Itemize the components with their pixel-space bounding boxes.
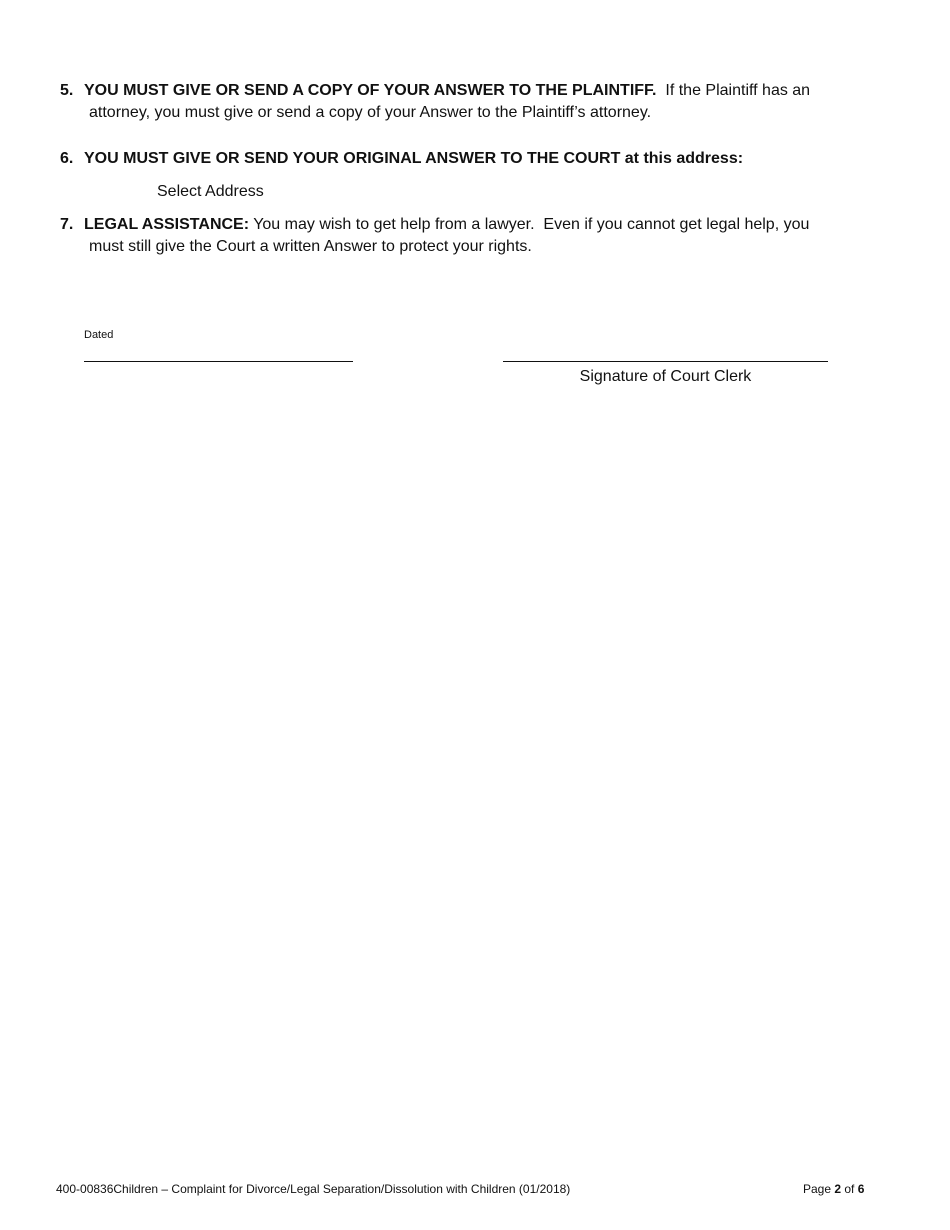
instruction-item-6 [60, 148, 850, 170]
item-number: 7. [60, 216, 74, 233]
footer-form-title: 400-00836Children – Complaint for Divorce/Legal Separation/Dissolution with Children (01/2018) [56, 1182, 571, 1196]
item-body: If the Plaintiff has an [656, 82, 811, 99]
footer-page-number [803, 1181, 864, 1197]
dated-signature-line[interactable] [84, 361, 353, 362]
item-number: 5. [60, 82, 74, 99]
item-number: 6. [60, 150, 74, 167]
page-total: 6 [857, 1182, 865, 1196]
item-text [84, 214, 850, 258]
clerk-signature-line[interactable] [503, 361, 828, 362]
item-heading: YOU MUST GIVE OR SEND YOUR ORIGINAL ANSWER TO THE COURT at this address: [84, 150, 744, 167]
item-heading: YOU MUST GIVE OR SEND A COPY OF YOUR ANSWER TO THE PLAINTIFF. [84, 82, 657, 99]
item-heading: LEGAL ASSISTANCE: [84, 216, 250, 233]
page-current: 2 [834, 1182, 842, 1196]
item-body: You may wish to get help from a lawyer. Even if you cannot get legal help, you [249, 216, 810, 233]
instruction-item-5 [60, 80, 850, 124]
instruction-item-7 [60, 214, 850, 258]
item-body-continued: must still give the Court a written Answer to protect your rights. [89, 238, 532, 255]
select-address-field[interactable]: Select Address [157, 183, 264, 200]
item-text [84, 148, 850, 170]
dated-label: Dated [84, 329, 114, 341]
item-body-continued: attorney, you must give or send a copy of your Answer to the Plaintiff’s attorney. [89, 104, 652, 121]
page-prefix: Page [803, 1182, 835, 1196]
item-text [84, 80, 850, 124]
page-of: of [841, 1182, 858, 1196]
clerk-signature-label: Signature of Court Clerk [579, 368, 752, 385]
